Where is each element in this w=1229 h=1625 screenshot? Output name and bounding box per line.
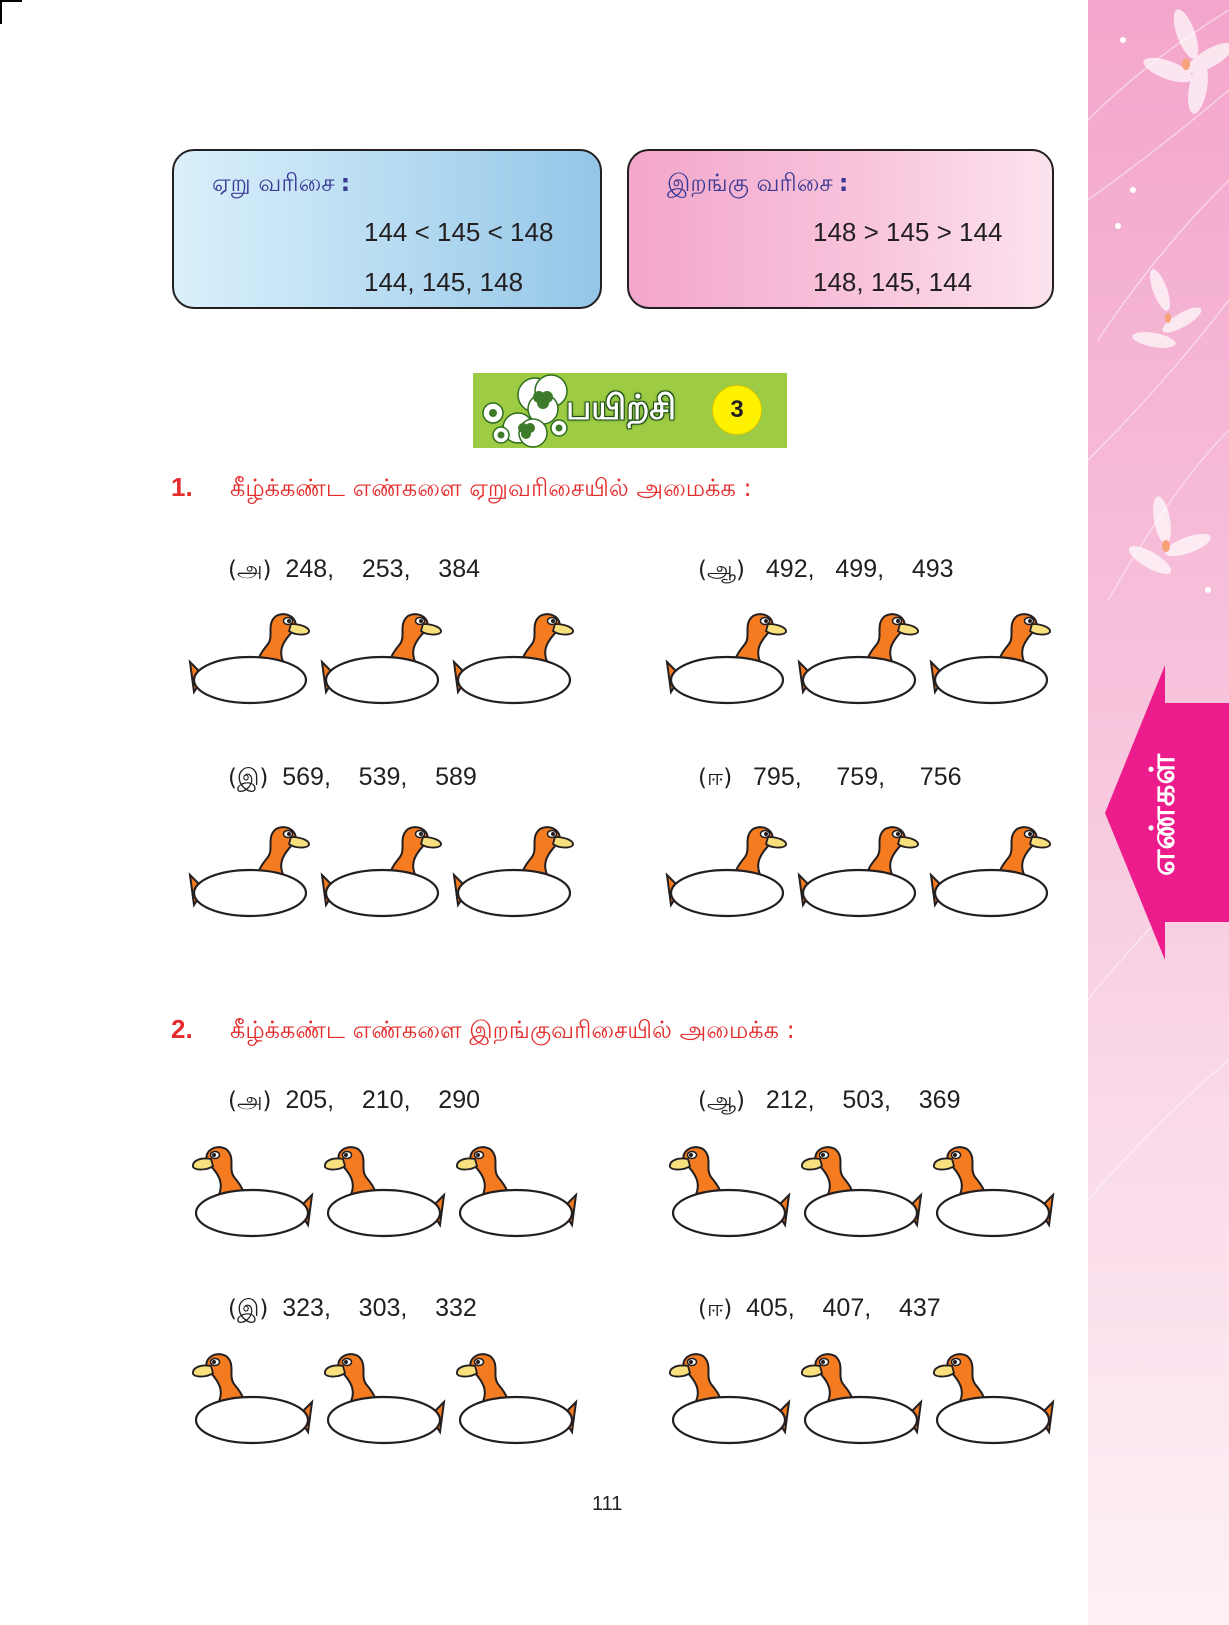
duck-answer-box[interactable] [665,610,789,710]
duck-answer-box[interactable] [931,1143,1055,1243]
duck-answer-box[interactable] [799,1350,923,1450]
crop-mark [0,0,22,2]
duck-answer-box[interactable] [797,610,921,710]
duck-answer-box[interactable] [667,1350,791,1450]
duck-answer-box[interactable] [454,1350,578,1450]
duck-answer-box[interactable] [797,823,921,923]
duck-answer-box[interactable] [929,823,1053,923]
descending-comparison: 148 > 145 > 144 [813,217,1003,247]
duck-answer-box[interactable] [452,823,576,923]
descending-list: 148, 145, 144 [813,267,973,297]
duck-answer-box[interactable] [929,610,1053,710]
duck-answer-box[interactable] [322,1350,446,1450]
q2-item-a: (அ) 205, 210, 290 [228,1086,481,1114]
question-1-number: 1. [171,472,193,502]
exercise-number-badge: 3 [712,385,762,435]
duck-answer-box[interactable] [452,610,576,710]
duck-answer-box[interactable] [454,1143,578,1243]
side-tab-label: எண்கள் [1143,753,1184,877]
duck-answer-box[interactable] [320,610,444,710]
q1-item-b: (ஆ) 492, 499, 493 [698,555,954,583]
q2-item-d: (ஈ) 405, 407, 437 [698,1294,941,1322]
exercise-title: பயிற்சி [566,388,676,428]
duck-answer-box[interactable] [667,1143,791,1243]
page-number: 111 [592,1493,623,1515]
ascending-comparison: 144 < 145 < 148 [364,217,554,247]
descending-order-box [627,149,1054,309]
duck-answer-box[interactable] [188,610,312,710]
crop-mark [0,0,2,24]
ascending-list: 144, 145, 148 [364,267,524,297]
duck-answer-box[interactable] [931,1350,1055,1450]
duck-answer-box[interactable] [799,1143,923,1243]
ascending-title: ஏறு வரிசை : [212,169,351,197]
q1-item-d: (ஈ) 795, 759, 756 [698,763,962,791]
duck-answer-box[interactable] [320,823,444,923]
question-1-text: கீழ்க்கண்ட எண்களை ஏறுவரிசையில் அமைக்க : [230,474,752,502]
duck-answer-box[interactable] [190,1350,314,1450]
q1-item-a: (அ) 248, 253, 384 [228,555,481,583]
duck-answer-box[interactable] [665,823,789,923]
duck-answer-box[interactable] [190,1143,314,1243]
question-2-number: 2. [171,1014,193,1044]
duck-answer-box[interactable] [188,823,312,923]
duck-answer-box[interactable] [322,1143,446,1243]
q1-item-c: (இ) 569, 539, 589 [228,763,477,791]
question-2-text: கீழ்க்கண்ட எண்களை இறங்குவரிசையில் அமைக்க : [230,1016,795,1044]
q2-item-c: (இ) 323, 303, 332 [228,1294,477,1322]
exercise-banner [473,373,787,448]
ascending-order-box [172,149,602,309]
q2-item-b: (ஆ) 212, 503, 369 [698,1086,961,1114]
descending-title: இறங்கு வரிசை : [667,169,849,197]
